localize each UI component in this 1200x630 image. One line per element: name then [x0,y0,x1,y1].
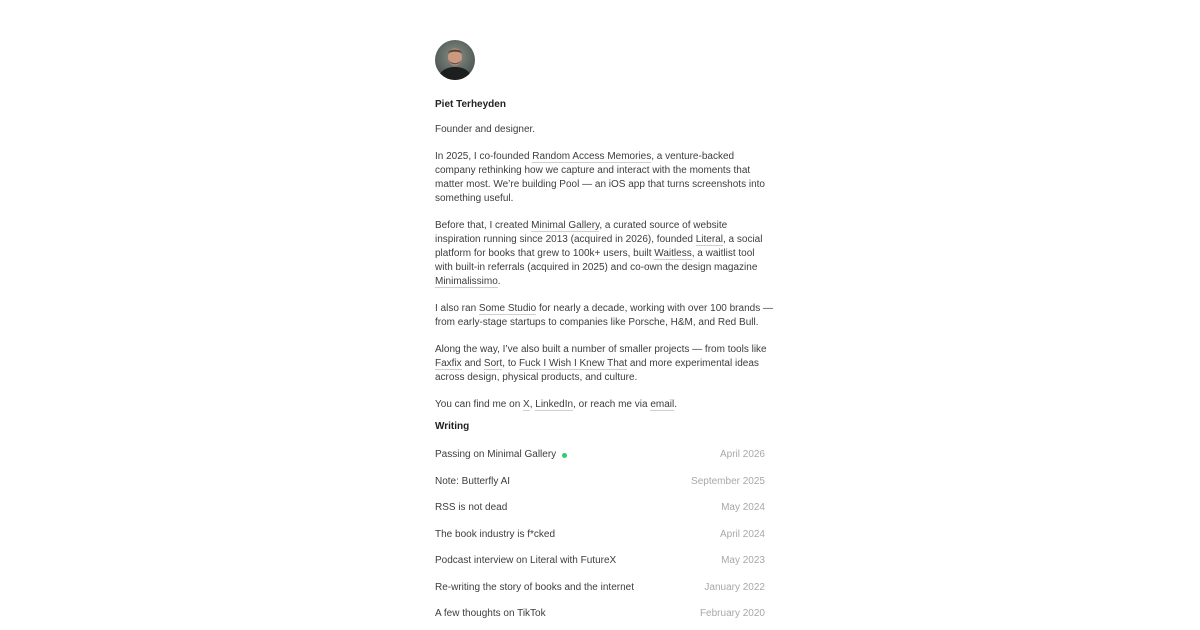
post-date: September 2025 [691,475,765,487]
bio-text: In 2025, I co-founded [435,151,533,162]
bio-paragraph-projects [435,219,775,289]
post-date: May 2023 [721,555,765,567]
list-item[interactable] [435,495,765,522]
link-email[interactable]: email [650,399,675,410]
writing-heading: Writing [435,421,470,432]
post-date: February 2020 [699,608,765,620]
link-faxfix[interactable]: Faxfix [435,358,462,369]
bio-text: , or reach me via [573,399,651,410]
bio-text: , a social platform for books that grew to 100k+ users, built [435,234,763,259]
bio-text: . [497,276,501,287]
post-date: May 2024 [721,502,765,514]
post-title: RSS is not dead [435,502,508,514]
list-item[interactable] [435,601,765,628]
post-date: January 2022 [704,581,765,593]
bio-text: I also ran [435,303,479,314]
bio-text: , a waitlist tool with built-in referrals (acquired in 2025) and co-own the design magazine [435,248,758,273]
post-date: April 2024 [719,528,765,540]
link-waitless[interactable]: Waitless [654,248,692,259]
list-item[interactable] [435,548,765,575]
profile-name: Piet Terheyden [435,99,506,110]
link-minimalissimo[interactable]: Minimalissimo [435,276,498,287]
list-item[interactable] [435,522,765,549]
post-title: Note: Butterfly AI [435,475,511,487]
bio-text: and [461,358,484,369]
link-literal[interactable]: Literal [695,234,723,245]
post-title: A few thoughts on TikTok [435,608,546,620]
list-item[interactable] [435,469,765,496]
list-item[interactable] [435,442,765,469]
writing-list [435,442,765,628]
list-item[interactable] [435,575,765,602]
bio [435,123,775,425]
profile-page [435,40,773,620]
link-fuck-i-wish-i-knew-that[interactable]: Fuck I Wish I Knew That [518,358,628,369]
bio-paragraph-contact [435,398,775,412]
link-random-access-memories[interactable]: Random Access Memories [532,151,652,162]
bio-text: . [674,399,678,410]
new-indicator-dot-icon [562,453,567,458]
post-title: Podcast interview on Literal with FutureX [435,555,617,567]
link-minimal-gallery[interactable]: Minimal Gallery [531,220,600,231]
bio-paragraph-side-projects [435,343,775,385]
post-title [435,449,567,461]
bio-tagline: Founder and designer. [435,124,536,135]
post-title-text: Passing on Minimal Gallery [435,449,557,461]
post-title: The book industry is f*cked [435,528,556,540]
bio-text: for nearly a decade, working with over 100 brands — from early-stage startups to companies like Porsche, H&M, and Red Bull. [435,303,773,328]
bio-text: , a curated source of website inspiration running since 2013 (acquired in 2026), founded [435,220,728,245]
bio-text: and more experimental ideas across design, physical products, and culture. [435,358,759,383]
bio-text: , [529,399,536,410]
link-some-studio[interactable]: Some Studio [478,303,537,314]
bio-text: Along the way, I’ve also built a number of smaller projects — from tools like [435,344,767,355]
avatar [435,40,475,80]
post-date: April 2026 [719,449,765,461]
bio-text: , to [502,358,519,369]
post-title: Re-writing the story of books and the internet [435,581,634,593]
bio-text: , a venture-backed company rethinking how we capture and interact with the moments that matter most. We’re building Pool — an iOS app that turns screenshots into something useful. [435,151,765,204]
bio-text: Before that, I created [435,220,532,231]
link-sort[interactable]: Sort [483,358,503,369]
link-linkedin[interactable]: LinkedIn [535,399,574,410]
bio-paragraph-ram [435,150,775,206]
bio-paragraph-studio [435,302,775,330]
bio-text: You can find me on [435,399,524,410]
link-x[interactable]: X [523,399,530,410]
portrait-photo [435,40,475,80]
